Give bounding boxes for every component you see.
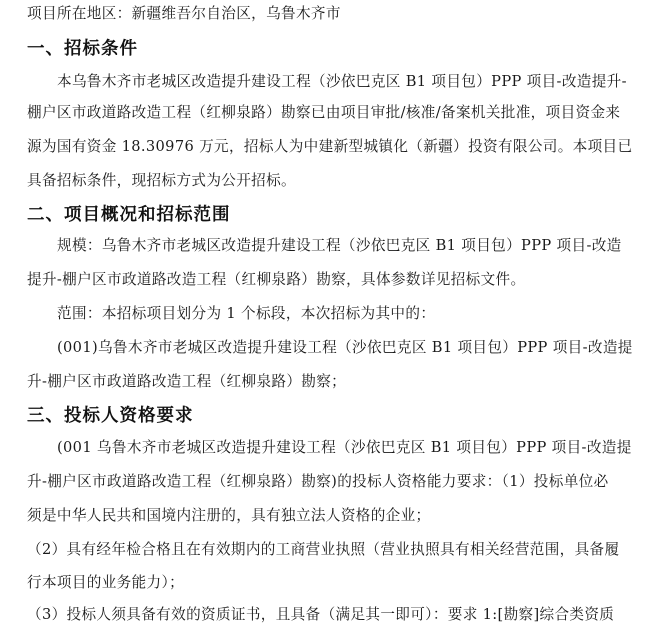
paragraph-line: 规模：乌鲁木齐市老城区改造提升建设工程（沙依巴克区 B1 项目包）PPP 项目-改造 — [57, 237, 622, 254]
paragraph-line: (001 乌鲁木齐市老城区改造提升建设工程（沙依巴克区 B1 项目包）PPP 项目-改造提 — [57, 439, 632, 456]
paragraph-line: 升-棚户区市政道路改造工程（红柳泉路）勘察)的投标人资格能力要求：（1）投标单位必 — [27, 473, 609, 490]
paragraph-line: 行本项目的业务能力）； — [27, 574, 185, 591]
paragraph-line: 源为国有资金 18.30976 万元，招标人为中建新型城镇化（新疆）投资有限公司。本项目已 — [27, 138, 633, 155]
paragraph-line: 范围：本招标项目划分为 1 个标段，本次招标为其中的： — [57, 305, 436, 322]
paragraph-line: 棚户区市政道路改造工程（红柳泉路）勘察已由项目审批/核准/备案机关批准，项目资金来 — [27, 104, 621, 121]
section-heading-project-overview: 二、项目概况和招标范围 — [27, 205, 231, 225]
section-heading-bidder-qualifications: 三、投标人资格要求 — [27, 406, 194, 426]
paragraph-line: （3）投标人须具备有效的资质证书，且具备（满足其一即可）：要求 1:[勘察]综合类资质 — [27, 606, 615, 623]
paragraph-line: 本乌鲁木齐市老城区改造提升建设工程（沙依巴克区 B1 项目包）PPP 项目-改造提升- — [57, 73, 627, 90]
project-location: 项目所在地区：新疆维吾尔自治区，乌鲁木齐市 — [27, 5, 341, 22]
paragraph-line: (001)乌鲁木齐市老城区改造提升建设工程（沙依巴克区 B1 项目包）PPP 项目-改造提 — [57, 339, 633, 356]
paragraph-line: 提升-棚户区市政道路改造工程（红柳泉路）勘察，具体参数详见招标文件。 — [27, 271, 526, 288]
paragraph-line: 具备招标条件，现招标方式为公开招标。 — [27, 172, 296, 189]
paragraph-line: 升-棚户区市政道路改造工程（红柳泉路）勘察； — [27, 373, 347, 390]
paragraph-line: 须是中华人民共和国境内注册的，具有独立法人资格的企业； — [27, 507, 431, 524]
paragraph-line: （2）具有经年检合格且在有效期内的工商营业执照（营业执照具有相关经营范围，具备履 — [27, 541, 620, 558]
section-heading-bidding-conditions: 一、招标条件 — [27, 39, 138, 59]
